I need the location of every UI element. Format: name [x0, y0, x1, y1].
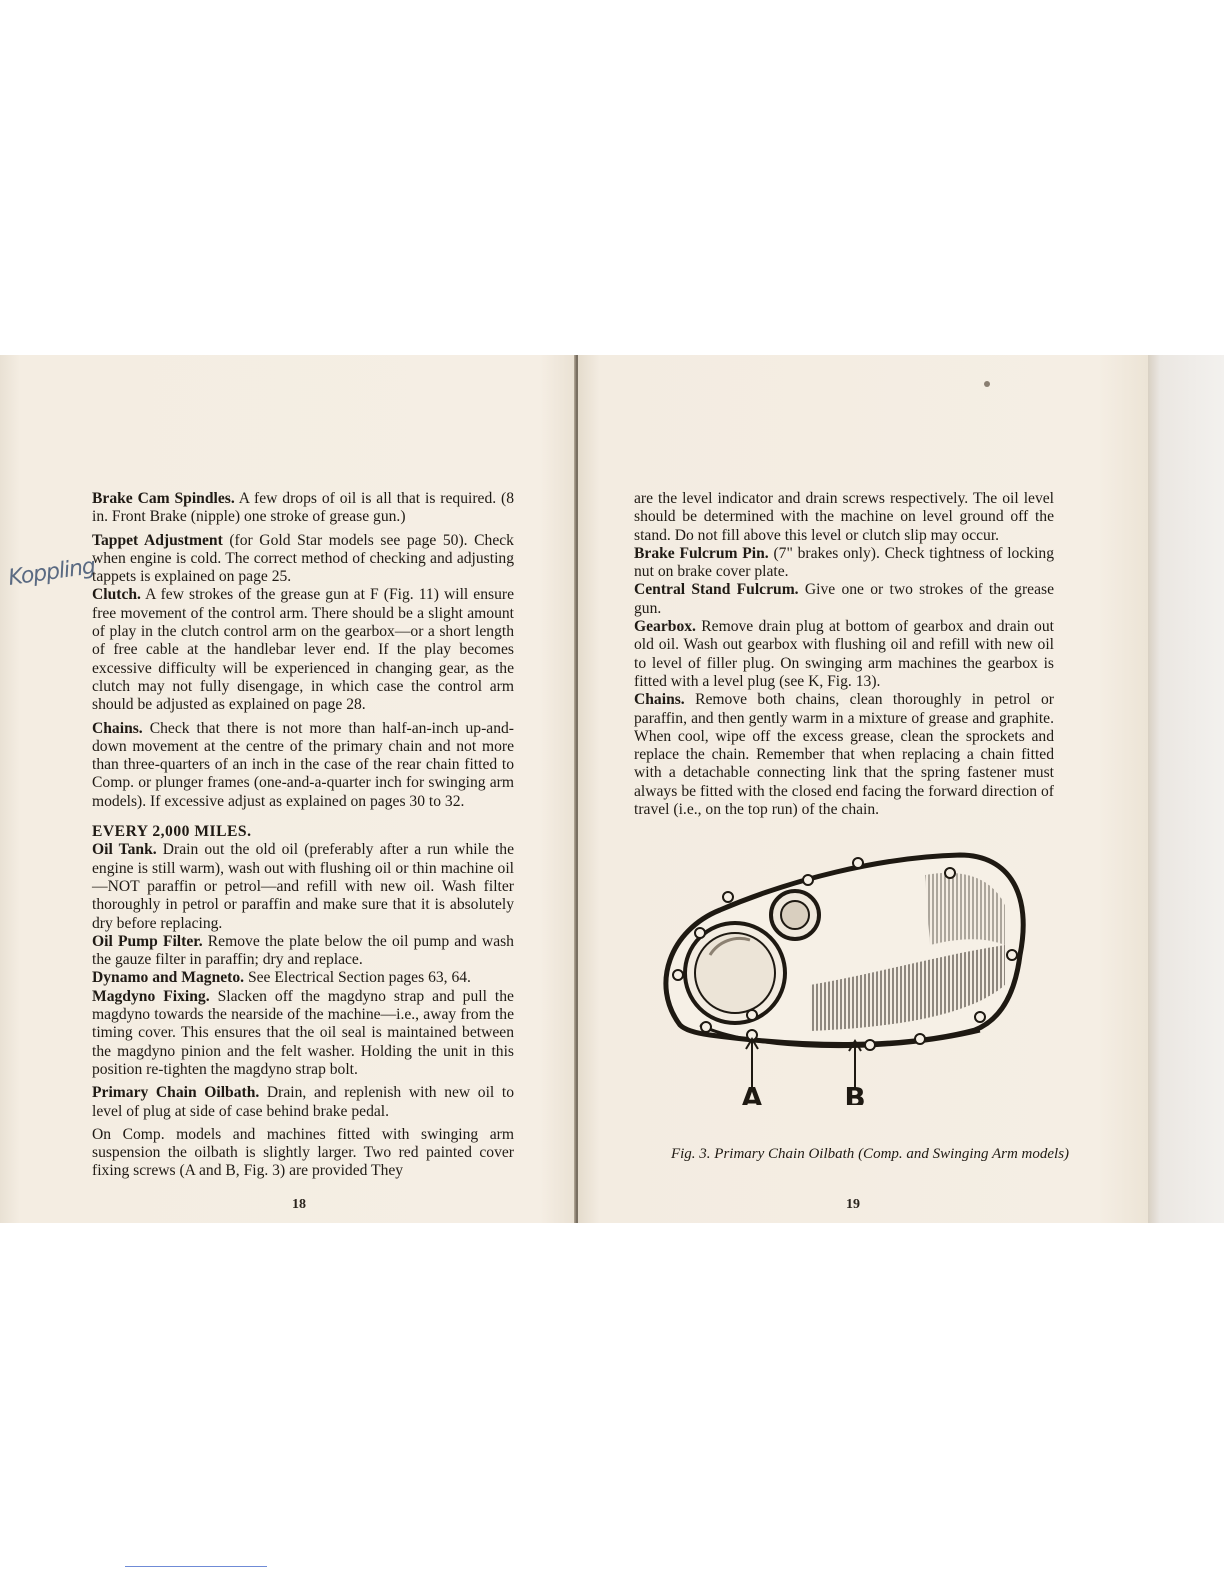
paragraph-brake-cam-spindles: Brake Cam Spindles. A few drops of oil is all that is required. (8 in. Front Brake (nipple) one stroke of grease gun.) [92, 490, 514, 526]
paragraph-brake-fulcrum-pin: Brake Fulcrum Pin. (7" brakes only). Check tightness of locking nut on brake cover plate. [634, 544, 1054, 581]
paper-speck [984, 381, 990, 387]
paragraph-level-indicator: are the level indicator and drain screws respectively. The oil level should be determined with the machine on level ground off the stand. Do not fill above this level or clutch slip may occur. [634, 490, 1054, 544]
right-page-number: 19 [846, 1197, 860, 1212]
paragraph-chains-right: Chains. Remove both chains, clean thoroughly in petrol or paraffin, and then gently warm in a mixture of grease and graphite. When cool, wipe off the excess grease, clean the sprockets and replace the chain. Remember that when replacing a chain fitted with a detachable connecting link that the spring fastener must always be fitted with the closed end facing the forward direction of travel (i.e., on the top run) of the chain. [634, 691, 1054, 819]
left-page-text [92, 490, 514, 1181]
paragraph-chains: Chains. Check that there is not more than half-an-inch up-and-down movement at the centre of the primary chain and not more than three-quarters of an inch in the case of the rear chain fitted to Comp. or plunger frames (one-and-a-quarter inch for swinging arm models). If excessive adjust as explained on pages 30 to 32. [92, 719, 514, 810]
paragraph-dynamo-magneto: Dynamo and Magneto. See Electrical Section pages 63, 64. [92, 969, 471, 987]
book-spread [0, 355, 1224, 1223]
left-page-number: 18 [292, 1197, 306, 1212]
oilbath-illustration [640, 835, 1040, 1105]
paragraph-tappet-adjustment: Tappet Adjustment (for Gold Star models see page 50). Check when engine is cold. The correct method of checking and adjusting tappets is explained on page 25. [92, 531, 514, 586]
handwritten-margin-note: Koppling [6, 554, 97, 591]
paragraph-gearbox: Gearbox. Remove drain plug at bottom of gearbox and drain out old oil. Wash out gearbox with flushing oil and refill with new oil to level of filler plug. On swinging arm machines the gearbox is fitted with a level plug (see K, Fig. 13). [634, 618, 1054, 690]
right-page-text [634, 490, 1054, 819]
label-a: A [741, 1081, 763, 1105]
paragraph-oil-tank: Oil Tank. Drain out the old oil (preferably after a run while the engine is still warm), wash out with flushing oil or thin machine oil—NOT paraffin or petrol—and refill with new oil. Wash filter thoroughly in petrol or paraffin and make sure that it is absolutely dry before replacing. [92, 841, 514, 932]
page-edge-shadow [1148, 355, 1224, 1223]
paragraph-magdyno-fixing: Magdyno Fixing. Slacken off the magdyno strap and pull the magdyno towards the nearside of the machine—i.e., away from the timing cover. This ensures that the oil seal is maintained between the magdyno pinion and the felt washer. Holding the unit in this position re-tighten the magdyno strap bolt. [92, 987, 514, 1078]
paragraph-oil-pump-filter: Oil Pump Filter. Remove the plate below the oil pump and wash the gauze filter in paraffin; dry and replace. [92, 932, 514, 969]
section-heading: EVERY 2,000 MILES. [92, 823, 252, 841]
left-page [0, 355, 578, 1223]
chaincase-drawing [640, 835, 1040, 1105]
label-b: B [844, 1081, 866, 1105]
paragraph-central-stand-fulcrum: Central Stand Fulcrum. Give one or two strokes of the grease gun. [634, 581, 1055, 617]
paragraph-comp-models: On Comp. models and machines fitted with swinging arm suspension the oilbath is slightly larger. Two red painted cover fixing screws (A and B, Fig. 3) are provided They [92, 1125, 514, 1180]
paragraph-primary-chain-oilbath: Primary Chain Oilbath. Drain, and replenish with new oil to level of plug at side of case behind brake pedal. [92, 1084, 515, 1120]
figure-caption: Fig. 3. Primary Chain Oilbath (Comp. and Swinging Arm models) [670, 1146, 1070, 1162]
paragraph-clutch: Clutch. A few strokes of the grease gun at F (Fig. 11) will ensure free movement of the control arm. There should be a slight amount of play in the clutch control arm on the gearbox—or a short length of free cable at the handlebar lever end. If the play becomes excessive difficulty will be experienced in changing gear, as the clutch may not fully disengage, in which case the control arm should be adjusted as explained on page 28. [92, 586, 514, 714]
blue-underline-mark [125, 1566, 267, 1567]
